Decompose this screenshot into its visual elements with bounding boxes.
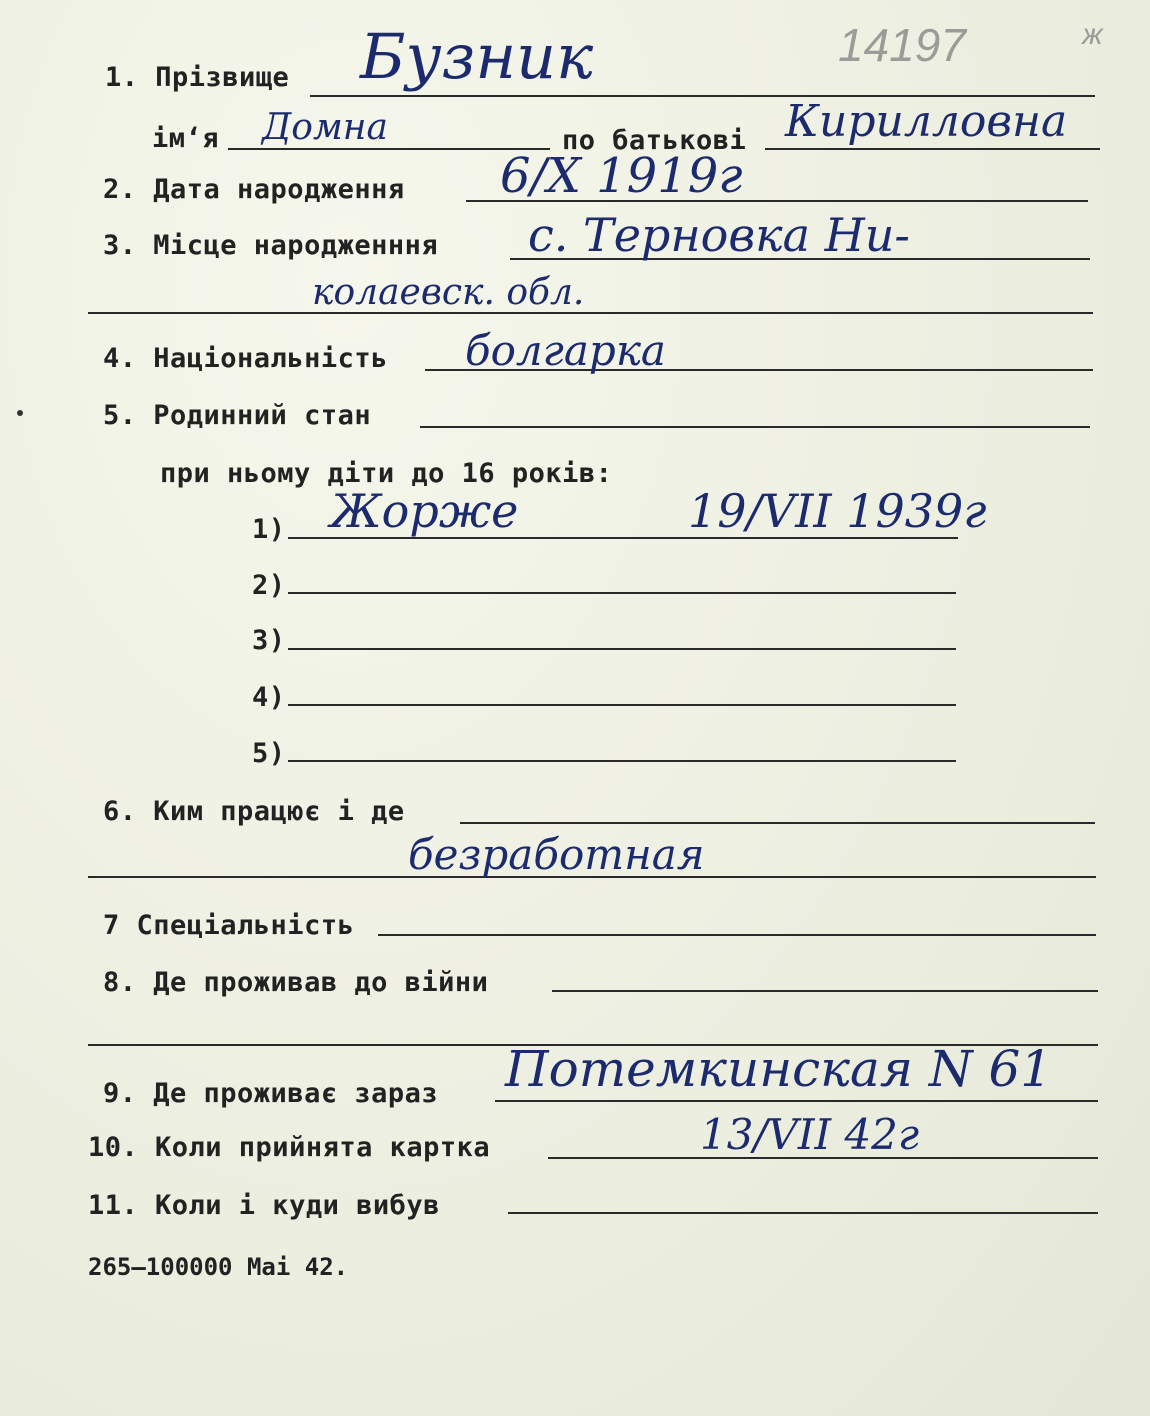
occupation-value: безработная <box>408 830 705 879</box>
name-value: Домна <box>262 107 388 148</box>
patronymic-value: Кирилловна <box>785 96 1068 147</box>
patronymic-line <box>765 148 1100 150</box>
birth-place-value-line1: с. Терновка Ни- <box>528 208 910 262</box>
departure-line <box>508 1212 1098 1214</box>
current-residence-value: Потемкинская N 61 <box>505 1040 1053 1098</box>
birth-place-label: 3. Місце народженння <box>103 230 439 261</box>
stamp-number: 14197 <box>838 19 966 71</box>
nationality-value: болгарка <box>465 326 666 375</box>
child-5-number: 5) <box>252 738 286 769</box>
patronymic-label: по батькові <box>562 125 747 156</box>
child-5-line <box>288 760 956 762</box>
child-1-name: Жорже <box>330 484 519 538</box>
surname-value: Бузник <box>360 20 594 93</box>
child-4-number: 4) <box>252 682 286 713</box>
card-accepted-value: 13/VII 42г <box>700 1110 920 1159</box>
nationality-label: 4. Національність <box>103 343 388 374</box>
current-residence-label: 9. Де проживає зараз <box>103 1078 439 1109</box>
specialty-label: 7 Спеціальність <box>103 910 355 941</box>
child-4-line <box>288 704 956 706</box>
birth-place-line-2 <box>88 312 1093 314</box>
birth-date-label: 2. Дата народження <box>103 174 405 205</box>
stamp-mark: ж <box>1082 18 1103 51</box>
specialty-line <box>378 934 1096 936</box>
family-status-line <box>420 426 1090 428</box>
child-3-number: 3) <box>252 625 286 656</box>
prewar-residence-line-1 <box>552 990 1098 992</box>
children-label: при ньому діти до 16 років: <box>160 458 613 489</box>
birth-date-value: 6/X 1919г <box>500 148 743 204</box>
child-2-line <box>288 592 956 594</box>
current-residence-line <box>495 1100 1098 1102</box>
family-status-label: 5. Родинний стан <box>103 400 372 431</box>
prewar-residence-label: 8. Де проживав до війни <box>103 967 489 998</box>
child-1-number: 1) <box>252 514 286 545</box>
child-3-line <box>288 648 956 650</box>
occupation-line-1 <box>460 822 1095 824</box>
print-code: 265–100000 Mai 42. <box>88 1253 349 1281</box>
stray-dot <box>17 410 23 416</box>
child-1-date: 19/VII 1939г <box>688 484 987 538</box>
name-label: ім‘я <box>152 123 220 154</box>
occupation-label: 6. Ким працює і де <box>103 796 405 827</box>
card-accepted-label: 10. Коли прийнята картка <box>88 1132 491 1163</box>
child-2-number: 2) <box>252 570 286 601</box>
departure-label: 11. Коли і куди вибув <box>88 1190 440 1221</box>
birth-place-value-line2: колаевск. обл. <box>312 272 585 313</box>
surname-label: 1. Прізвище <box>105 62 290 93</box>
